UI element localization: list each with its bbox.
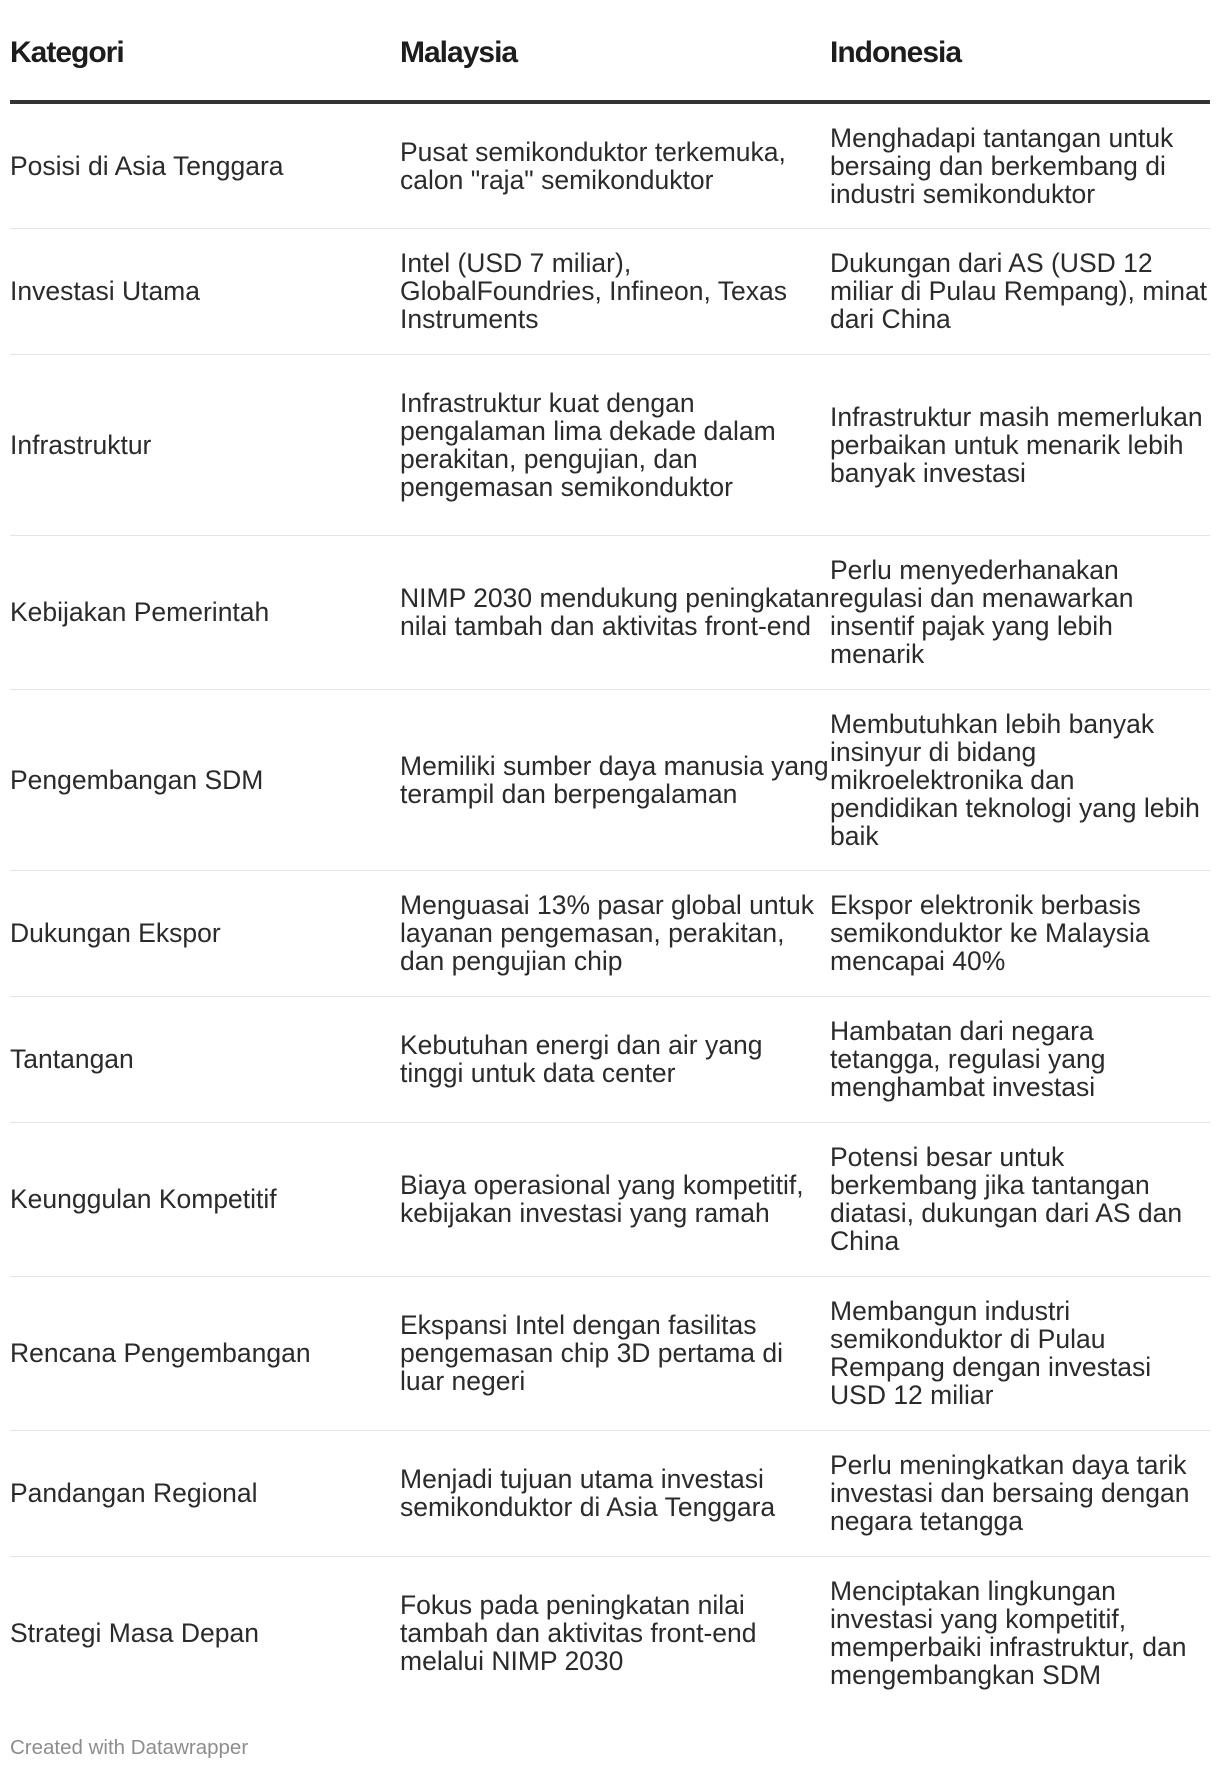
header-malaysia[interactable]: Malaysia [400,0,830,102]
cell-indonesia: Dukungan dari AS (USD 12 miliar di Pulau Rempang), minat dari China [830,228,1210,354]
cell-indonesia: Hambatan dari negara tetangga, regulasi yang menghambat investasi [830,996,1210,1122]
table-row [10,1556,1210,1709]
cell-kategori: Keunggulan Kompetitif [10,1122,400,1276]
cell-kategori: Dukungan Ekspor [10,870,400,996]
cell-indonesia: Perlu meningkatkan daya tarik investasi dan bersaing dengan negara tetangga [830,1430,1210,1556]
cell-malaysia: NIMP 2030 mendukung peningkatan nilai tambah dan aktivitas front-end [400,535,830,689]
table-row [10,535,1210,689]
cell-malaysia: Memiliki sumber daya manusia yang terampil dan berpengalaman [400,689,830,870]
cell-indonesia: Menghadapi tantangan untuk bersaing dan berkembang di industri semikonduktor [830,102,1210,228]
cell-kategori: Tantangan [10,996,400,1122]
comparison-table-container [10,0,1210,1709]
table-row [10,354,1210,535]
cell-kategori: Investasi Utama [10,228,400,354]
header-indonesia[interactable]: Indonesia [830,0,1210,102]
cell-kategori: Posisi di Asia Tenggara [10,102,400,228]
cell-malaysia: Infrastruktur kuat dengan pengalaman lima dekade dalam perakitan, pengujian, dan pengemasan semikonduktor [400,354,830,535]
table-row [10,1430,1210,1556]
cell-indonesia: Potensi besar untuk berkembang jika tantangan diatasi, dukungan dari AS dan China [830,1122,1210,1276]
cell-kategori: Kebijakan Pemerintah [10,535,400,689]
cell-kategori: Rencana Pengembangan [10,1276,400,1430]
cell-malaysia: Ekspansi Intel dengan fasilitas pengemasan chip 3D pertama di luar negeri [400,1276,830,1430]
cell-malaysia: Kebutuhan energi dan air yang tinggi untuk data center [400,996,830,1122]
cell-indonesia: Menciptakan lingkungan investasi yang kompetitif, memperbaiki infrastruktur, dan mengembangkan SDM [830,1575,1187,1690]
table-row [10,870,1210,996]
cell-kategori: Strategi Masa Depan [10,1617,259,1648]
comparison-table [10,0,1210,1709]
cell-malaysia: Fokus pada peningkatan nilai tambah dan aktivitas front-end melalui NIMP 2030 [400,1589,757,1676]
cell-malaysia: Menjadi tujuan utama investasi semikonduktor di Asia Tenggara [400,1430,830,1556]
table-header-row [10,0,1210,102]
table-row [10,996,1210,1122]
cell-indonesia: Membutuhkan lebih banyak insinyur di bidang mikroelektronika dan pendidikan teknologi yang lebih baik [830,689,1210,870]
cell-kategori: Pandangan Regional [10,1430,400,1556]
table-row [10,102,1210,228]
cell-indonesia: Membangun industri semikonduktor di Pulau Rempang dengan investasi USD 12 miliar [830,1276,1210,1430]
cell-kategori: Infrastruktur [10,354,400,535]
cell-kategori: Pengembangan SDM [10,689,400,870]
datawrapper-credit[interactable]: Created with Datawrapper [10,1736,249,1759]
cell-malaysia: Pusat semikonduktor terkemuka, calon "raja" semikonduktor [400,102,830,228]
header-kategori[interactable]: Kategori [10,0,400,102]
cell-malaysia: Menguasai 13% pasar global untuk layanan pengemasan, perakitan, dan pengujian chip [400,870,830,996]
table-row [10,1276,1210,1430]
table-row [10,1122,1210,1276]
cell-indonesia: Perlu menyederhanakan regulasi dan menawarkan insentif pajak yang lebih menarik [830,535,1210,689]
cell-indonesia: Ekspor elektronik berbasis semikonduktor ke Malaysia mencapai 40% [830,870,1210,996]
cell-indonesia: Infrastruktur masih memerlukan perbaikan untuk menarik lebih banyak investasi [830,354,1210,535]
cell-malaysia: Biaya operasional yang kompetitif, kebijakan investasi yang ramah [400,1122,830,1276]
cell-malaysia: Intel (USD 7 miliar), GlobalFoundries, Infineon, Texas Instruments [400,228,830,354]
table-row [10,689,1210,870]
table-row [10,228,1210,354]
